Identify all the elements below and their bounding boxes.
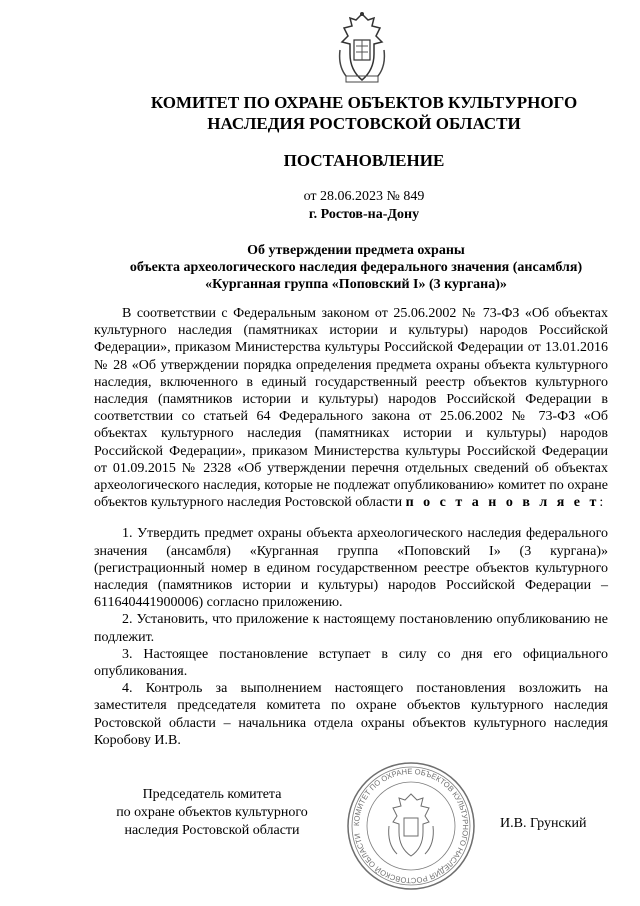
preamble-text: В соответствии с Федеральным законом от 25.06.2002 № 73-ФЗ «Об объектах культурного наследия (памятниках истории и культуры) народов Российской Федерации», приказом Министерства культуры Российской Федерации от 13.01.2016 № 28 «Об утверждении порядка определения предмета охраны объекта культурного наследия, включенного в единый государственный реестр объектов культурного наследия (памятников истории и культуры) народов Российской Федерации в соответствии со статьей 64 Федерального закона от 25.06.2002 № 73-ФЗ «Об объектах культурного наследия (памятниках истории и культуры) народов Российской Федерации», приказом Министерства культуры Российской Федерации от 01.09.2015 № 2328 «Об утверждении перечня отдельных сведений об объектах археологического наследия, которые не подлежат опубликованию» комитет по охране объектов культурного наследия Ростовской области bbox=[94, 306, 608, 511]
item-2: 2. Установить, что приложение к настоящему постановлению опубликованию не подлежит. bbox=[94, 612, 608, 645]
subject-line-3: «Курганная группа «Поповский I» (3 кургана)» bbox=[205, 277, 507, 292]
coat-of-arms-icon bbox=[332, 10, 392, 88]
document-date-number: от 28.06.2023 № 849 bbox=[303, 189, 425, 204]
document-type: ПОСТАНОВЛЕНИЕ bbox=[283, 151, 445, 170]
seal-emblem-icon bbox=[389, 794, 434, 856]
official-seal bbox=[345, 760, 477, 892]
resolves-word: п о с т а н о в л я е т bbox=[405, 495, 600, 511]
preamble-colon: : bbox=[599, 495, 604, 511]
signatory-position bbox=[96, 786, 328, 840]
signatory-position-line-2: по охране объектов культурного bbox=[116, 805, 308, 820]
signatory-position-line-3: наследия Ростовской области bbox=[124, 823, 300, 838]
subject-line-1: Об утверждении предмета охраны bbox=[247, 243, 465, 258]
item-1: 1. Утвердить предмет охраны объекта археологического наследия федерального значения (ансамбля) «Курганная группа «Поповский I» (3 кургана)» (регистрационный номер в едином государственном реестре объектов культурного наследия (памятников истории и культуры) народов Российской Федерации – 611640441900006) согласно приложению. bbox=[94, 526, 608, 611]
seal-ring-text: КОМИТЕТ ПО ОХРАНЕ ОБЪЕКТОВ КУЛЬТУРНОГО НАСЛЕДИЯ РОСТОВСКОЙ ОБЛАСТИ bbox=[351, 766, 471, 886]
org-line-1: КОМИТЕТ ПО ОХРАНЕ ОБЪЕКТОВ КУЛЬТУРНОГО bbox=[150, 93, 578, 112]
org-line-2: НАСЛЕДИЯ РОСТОВСКОЙ ОБЛАСТИ bbox=[207, 114, 521, 133]
signatory-name: И.В. Грунский bbox=[500, 816, 587, 831]
item-3: 3. Настоящее постановление вступает в силу со дня его официального опубликования. bbox=[94, 646, 608, 680]
svg-text:КОМИТЕТ ПО ОХРАНЕ ОБЪЕКТОВ КУЛ bbox=[352, 767, 470, 885]
item-4: 4. Контроль за выполнением настоящего постановления возложить на заместителя председателя комитета по охране объектов культурного наследия Ростовской области – начальника отдела охраны объектов культурного наследия Коробову И.В. bbox=[94, 681, 608, 748]
document-subject bbox=[96, 242, 616, 293]
signatory-position-line-1: Председатель комитета bbox=[142, 787, 282, 802]
organization-name bbox=[88, 92, 640, 134]
subject-line-2: объекта археологического наследия федерального значения (ансамбля) bbox=[129, 260, 583, 275]
document-city: г. Ростов-на-Дону bbox=[308, 207, 420, 222]
preamble-paragraph bbox=[94, 305, 608, 511]
document-body bbox=[94, 305, 608, 749]
